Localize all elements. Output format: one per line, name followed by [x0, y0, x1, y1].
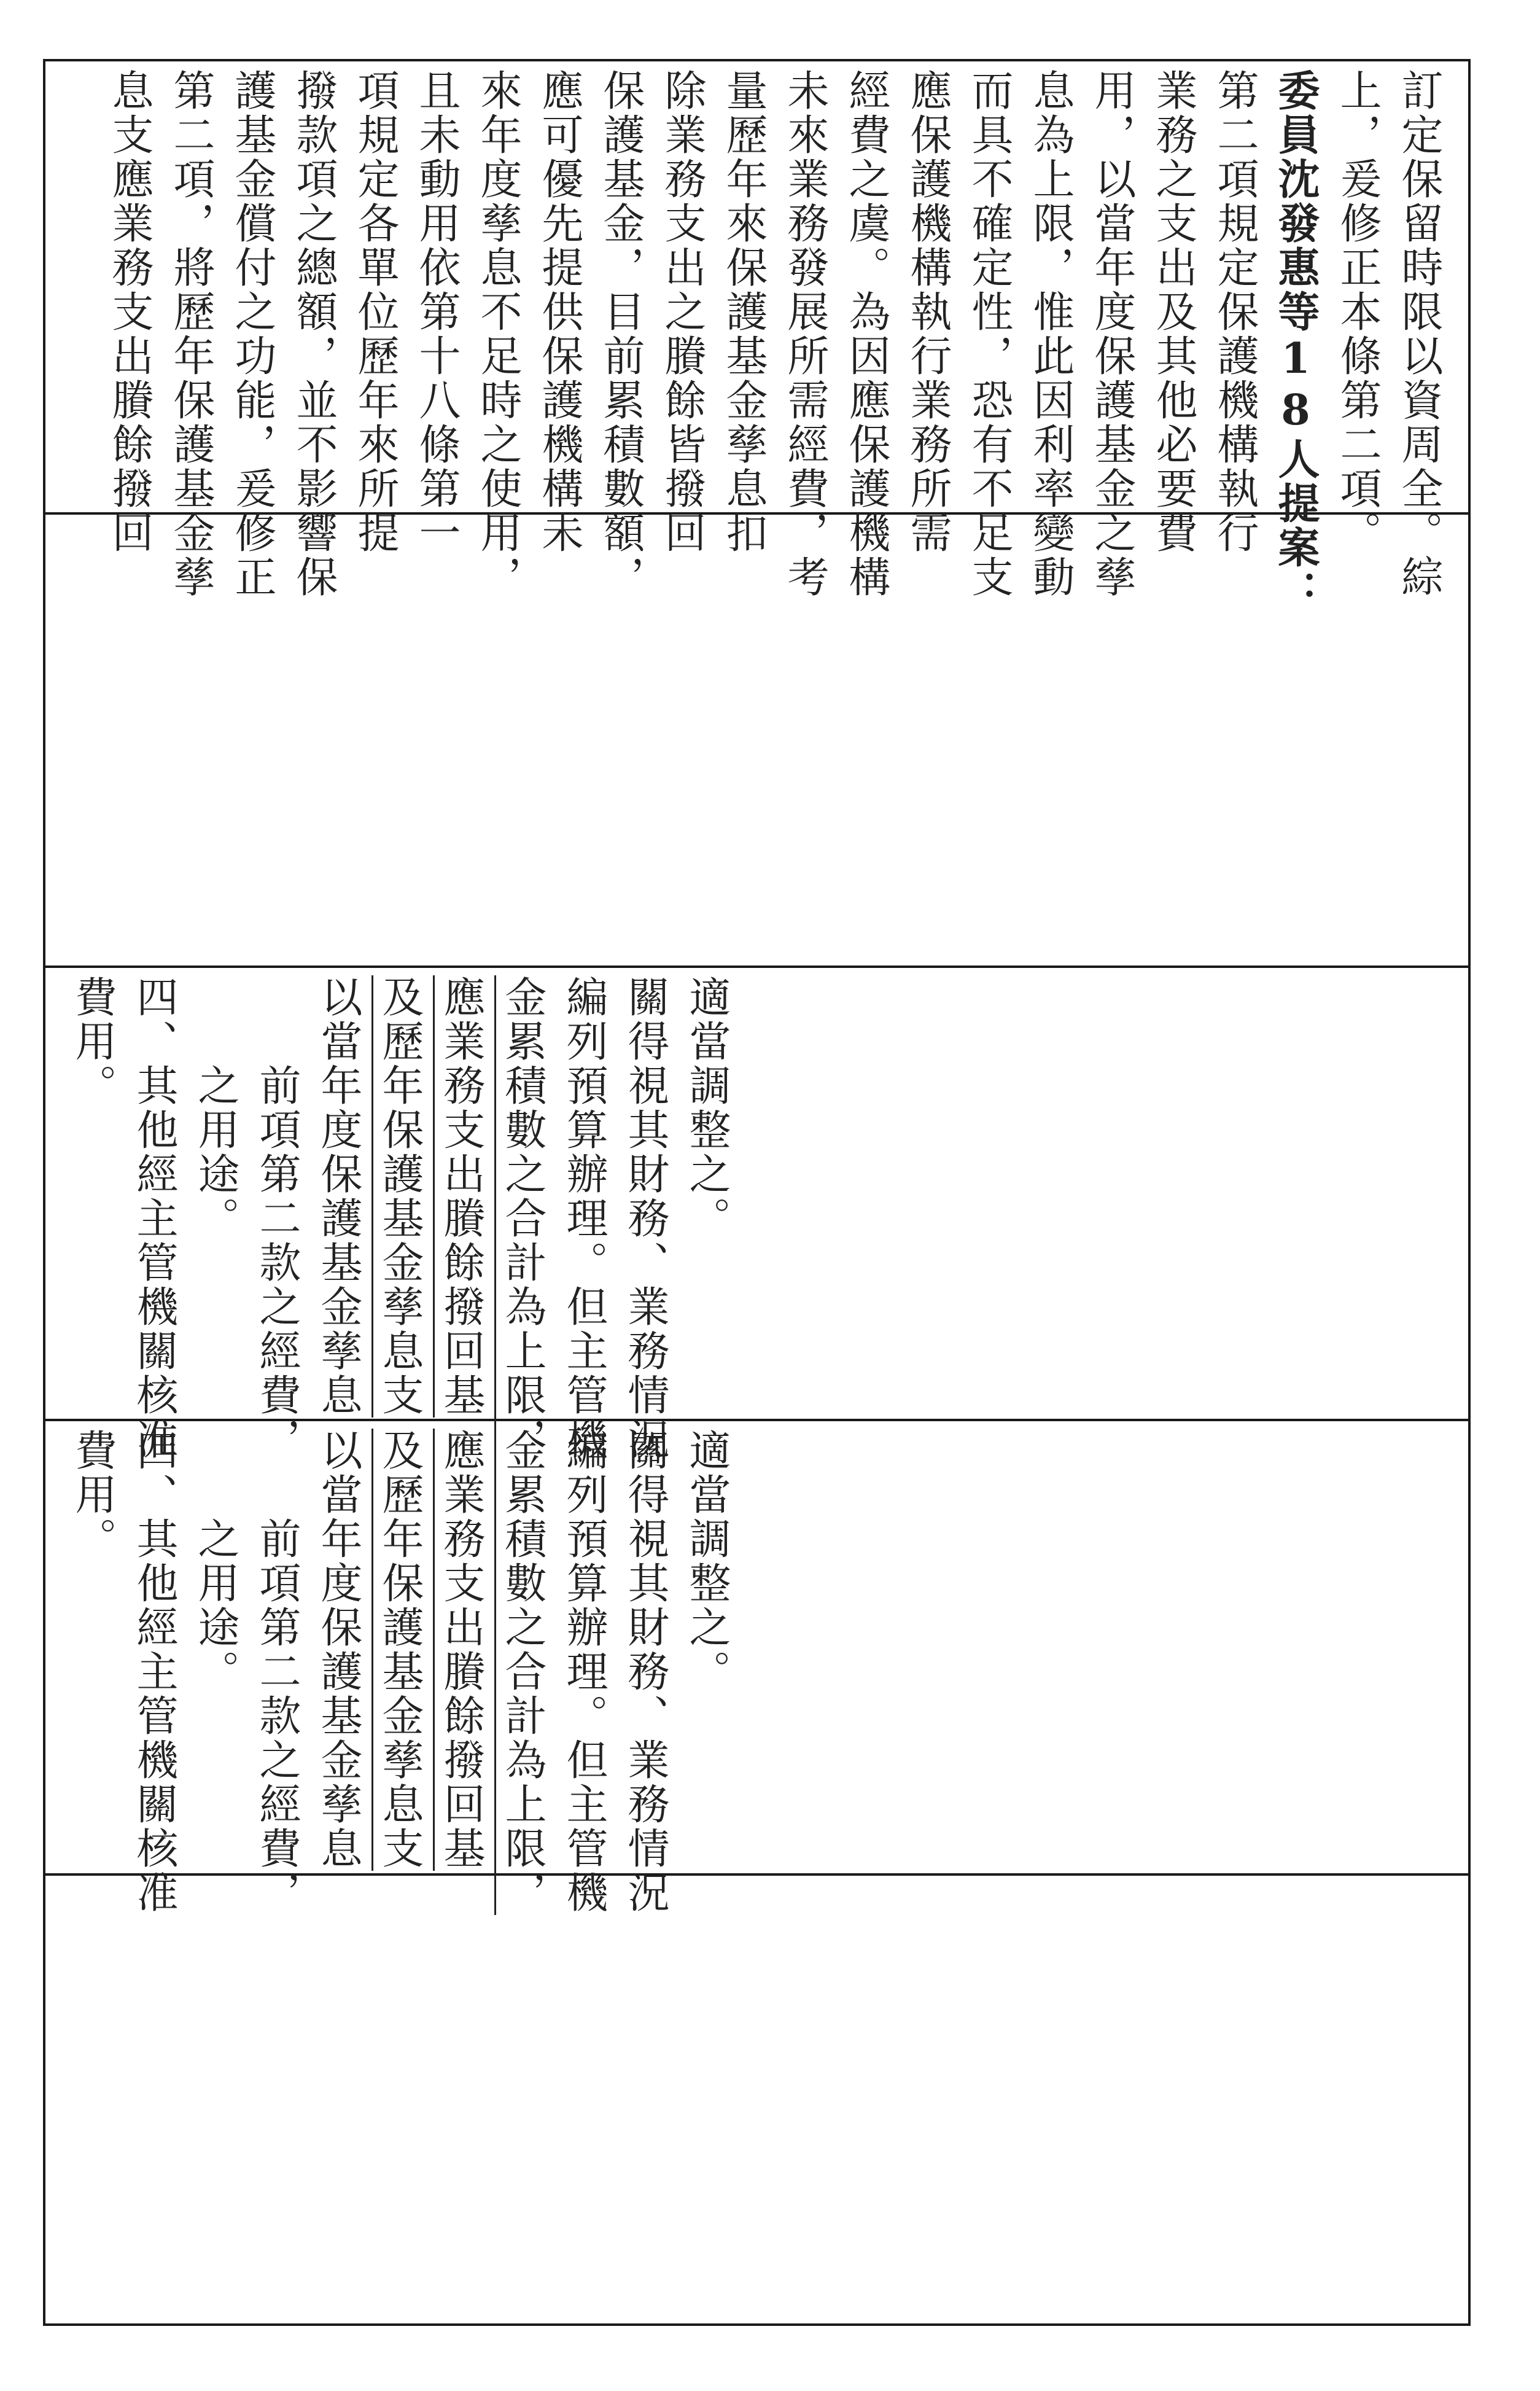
article-line: 關得視其財務、業務情況: [621, 975, 669, 1462]
proposed-article-column: [61, 975, 737, 1462]
article-line: 關得視其財務、業務情況: [621, 1429, 669, 1915]
explanation-line: 護基金償付之功能，爰修正: [228, 69, 276, 599]
explanation-line: 第二項規定保護機構執行: [1210, 69, 1259, 555]
explanation-line: 用，以當年度保護基金之孳: [1087, 69, 1136, 599]
amended-article-line: 應業務支出賸餘撥回基: [437, 1429, 485, 1871]
article-line: 之用途。: [191, 975, 239, 1241]
explanation-line: 項規定各單位歷年來所提: [351, 69, 399, 555]
article-line: 以當年度保護基金孳息: [314, 975, 362, 1418]
article-line: 前項第二款之經費，: [252, 975, 301, 1462]
explanation-column: [98, 69, 1449, 614]
article-line: 四、其他經主管機關核准: [130, 975, 178, 1462]
explanation-line: 未來業務發展所需經費，考: [780, 69, 829, 599]
explanation-line: 上，爰修正本條第二項。: [1333, 69, 1382, 555]
amended-article-line: 及歷年保護基金孳息支: [375, 1429, 424, 1871]
explanation-line: 撥款項之總額，並不影響保: [289, 69, 338, 599]
explanation-line: 量歷年來保護基金孳息扣: [719, 69, 768, 555]
explanation-line: 第二項，將歷年保護基金孳: [166, 69, 215, 599]
article-line: 編列預算辦理。但主管機: [559, 975, 608, 1462]
amended-article-line: 金累積數之合計為上限，: [498, 1429, 546, 1915]
bottom-rule: [43, 2323, 1471, 2326]
article-line: 之用途。: [191, 1429, 239, 1694]
article-line: 適當調整之。: [682, 975, 731, 1241]
amended-article-line: 應業務支出賸餘撥回基: [437, 975, 485, 1418]
explanation-line: 且未動用依第十八條第一: [412, 69, 461, 555]
divider-rule-2: [43, 965, 1471, 968]
right-margin-rule: [1468, 59, 1471, 2326]
explanation-line: 息支應業務支出賸餘撥回: [105, 69, 154, 555]
article-line: 編列預算辦理。但主管機: [559, 1429, 608, 1915]
explanation-line: 息為上限，惟此因利率變動: [1026, 69, 1075, 599]
explanation-line: 應可優先提供保護機構未: [535, 69, 583, 555]
proposal-article-column: [61, 1429, 737, 1915]
explanation-line: 經費之虞。為因應保護機構: [842, 69, 890, 599]
amended-article-line: 及歷年保護基金孳息支: [375, 975, 424, 1418]
explanation-line: 訂定保留時限以資周全。綜: [1394, 69, 1443, 599]
explanation-line: 保護基金，目前累積數額，: [596, 69, 645, 599]
article-line: 前項第二款之經費，: [252, 1429, 301, 1915]
amended-article-line: 金累積數之合計為上限，: [498, 975, 546, 1462]
article-line: 費用。: [68, 975, 117, 1108]
explanation-line: 來年度孳息不足時之使用，: [473, 69, 522, 599]
explanation-line: 而具不確定性，恐有不足支: [965, 69, 1013, 599]
explanation-line: 業務之支出及其他必要費: [1149, 69, 1197, 555]
left-margin-rule: [43, 59, 45, 2326]
explanation-line: 應保護機構執行業務所需: [903, 69, 952, 555]
article-line: 以當年度保護基金孳息: [314, 1429, 362, 1871]
top-rule: [43, 59, 1471, 61]
article-line: 適當調整之。: [682, 1429, 731, 1694]
article-line: 四、其他經主管機關核准: [130, 1429, 178, 1915]
article-line: 費用。: [68, 1429, 117, 1561]
proposer-heading: 委員沈發惠等18人提案：: [1271, 69, 1320, 614]
explanation-line: 除業務支出之賸餘皆撥回: [658, 69, 706, 555]
